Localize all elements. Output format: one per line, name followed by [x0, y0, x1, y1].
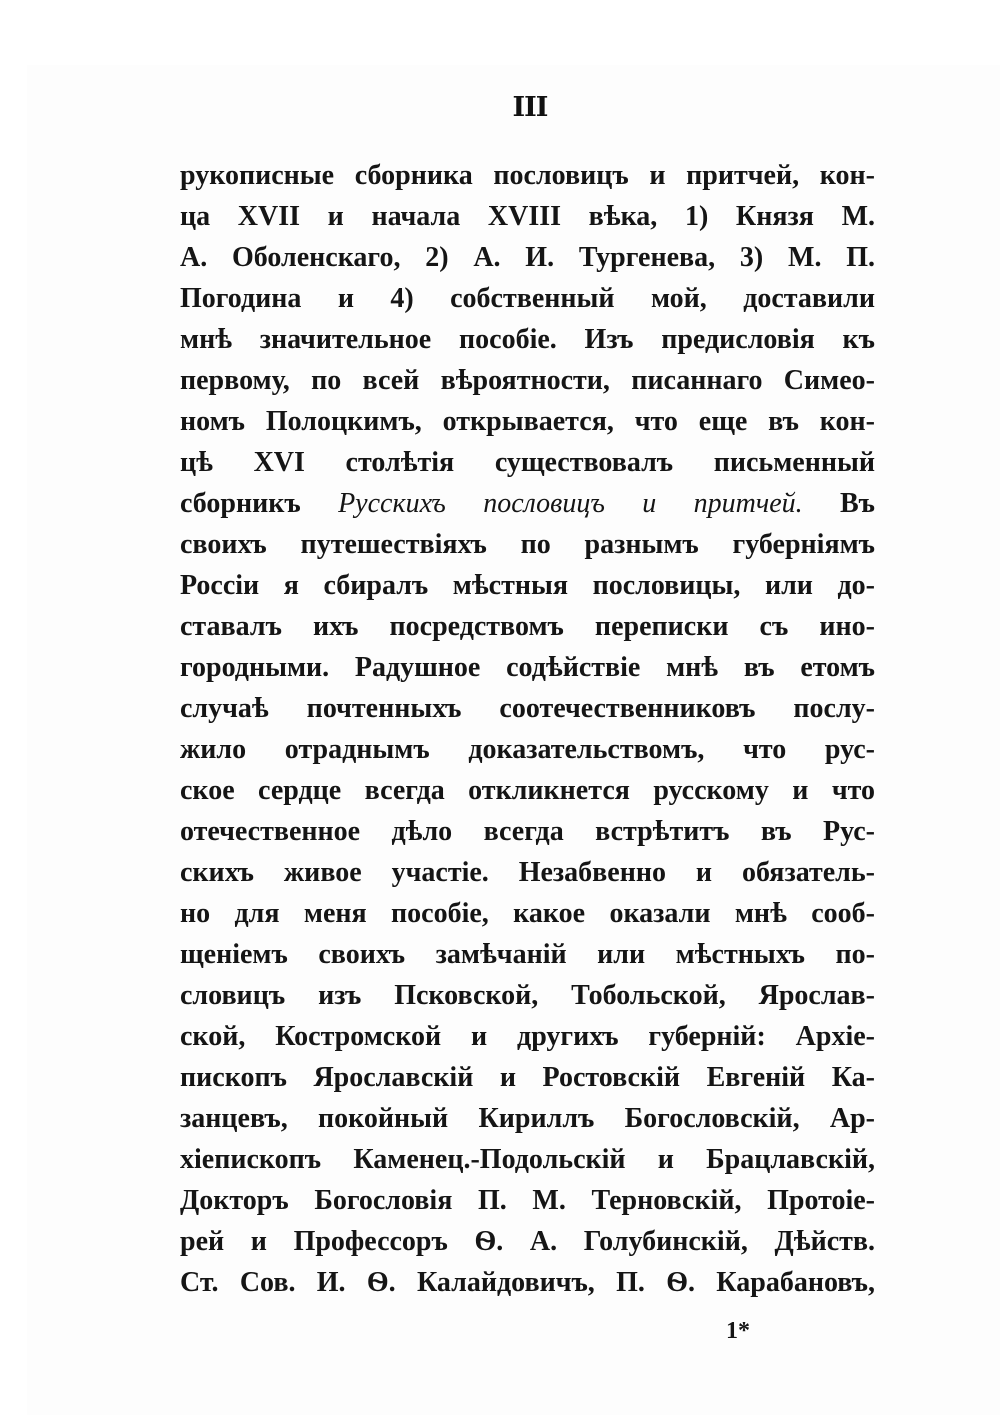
- text-line: ца XVII и начала XVIII вѣка, 1) Князя М.: [180, 201, 875, 232]
- signature-mark: 1*: [726, 1318, 750, 1344]
- line-suffix: Въ: [802, 488, 875, 519]
- text-line: номъ Полоцкимъ, открывается, что еще въ кон-: [180, 406, 875, 437]
- text-line: мнѣ значительное пособіе. Изъ предисловія къ: [180, 324, 875, 355]
- text-line: занцевъ, покойный Кириллъ Богословскій, Ар-: [180, 1103, 875, 1134]
- text-line: щеніемъ своихъ замѣчаній или мѣстныхъ по-: [180, 939, 875, 970]
- text-line: своихъ путешествіяхъ по разнымъ губерніямъ: [180, 529, 875, 560]
- text-line: ставалъ ихъ посредствомъ переписки съ ино-: [180, 611, 875, 642]
- line-prefix: сборникъ: [180, 488, 339, 519]
- text-line: ское сердце всегда откликнется русскому и что: [180, 775, 875, 806]
- text-line: цѣ XVI столѣтія существовалъ письменный: [180, 447, 875, 478]
- text-line: скихъ живое участіе. Незабвенно и обязатель-: [180, 857, 875, 888]
- text-line: городными. Радушное содѣйствіе мнѣ въ етомъ: [180, 652, 875, 683]
- text-line: словицъ изъ Псковской, Тобольской, Ярослав-: [180, 980, 875, 1011]
- text-line-with-italic-title: [180, 483, 875, 524]
- italic-book-title: Русскихъ пословицъ и притчей.: [338, 488, 803, 519]
- text-line: рукописные сборника пословицъ и притчей, кон-: [180, 160, 875, 191]
- text-line: жило отраднымъ доказательствомъ, что рус-: [180, 734, 875, 765]
- text-line: рей и Профессоръ Ѳ. А. Голубинскій, Дѣйств.: [180, 1226, 875, 1257]
- text-line: но для меня пособіе, какое оказали мнѣ сооб-: [180, 898, 875, 929]
- text-line: А. Оболенскаго, 2) А. И. Тургенева, 3) М. П.: [180, 242, 875, 273]
- text-line: случаѣ почтенныхъ соотечественниковъ послу-: [180, 693, 875, 724]
- text-line: отечественное дѣло всегда встрѣтитъ въ Рус-: [180, 816, 875, 847]
- text-line: первому, по всей вѣроятности, писаннаго Симео-: [180, 365, 875, 396]
- text-line: ской, Костромской и другихъ губерній: Архіе-: [180, 1021, 875, 1052]
- text-line: Погодина и 4) собственный мой, доставили: [180, 283, 875, 314]
- text-line: Ст. Сов. И. Ѳ. Калайдовичъ, П. Ѳ. Карабановъ,: [180, 1267, 875, 1298]
- page-number: III: [512, 92, 548, 123]
- text-line: пископъ Ярославскій и Ростовскій Евгеній Ка-: [180, 1062, 875, 1093]
- text-line: Россіи я сбиралъ мѣстныя пословицы, или до-: [180, 570, 875, 601]
- text-line: Докторъ Богословія П. М. Терновскій, Протоіе-: [180, 1185, 875, 1216]
- body-text: [180, 155, 875, 1303]
- text-line: хіепископъ Каменец.-Подольскій и Брацлавскій,: [180, 1144, 875, 1175]
